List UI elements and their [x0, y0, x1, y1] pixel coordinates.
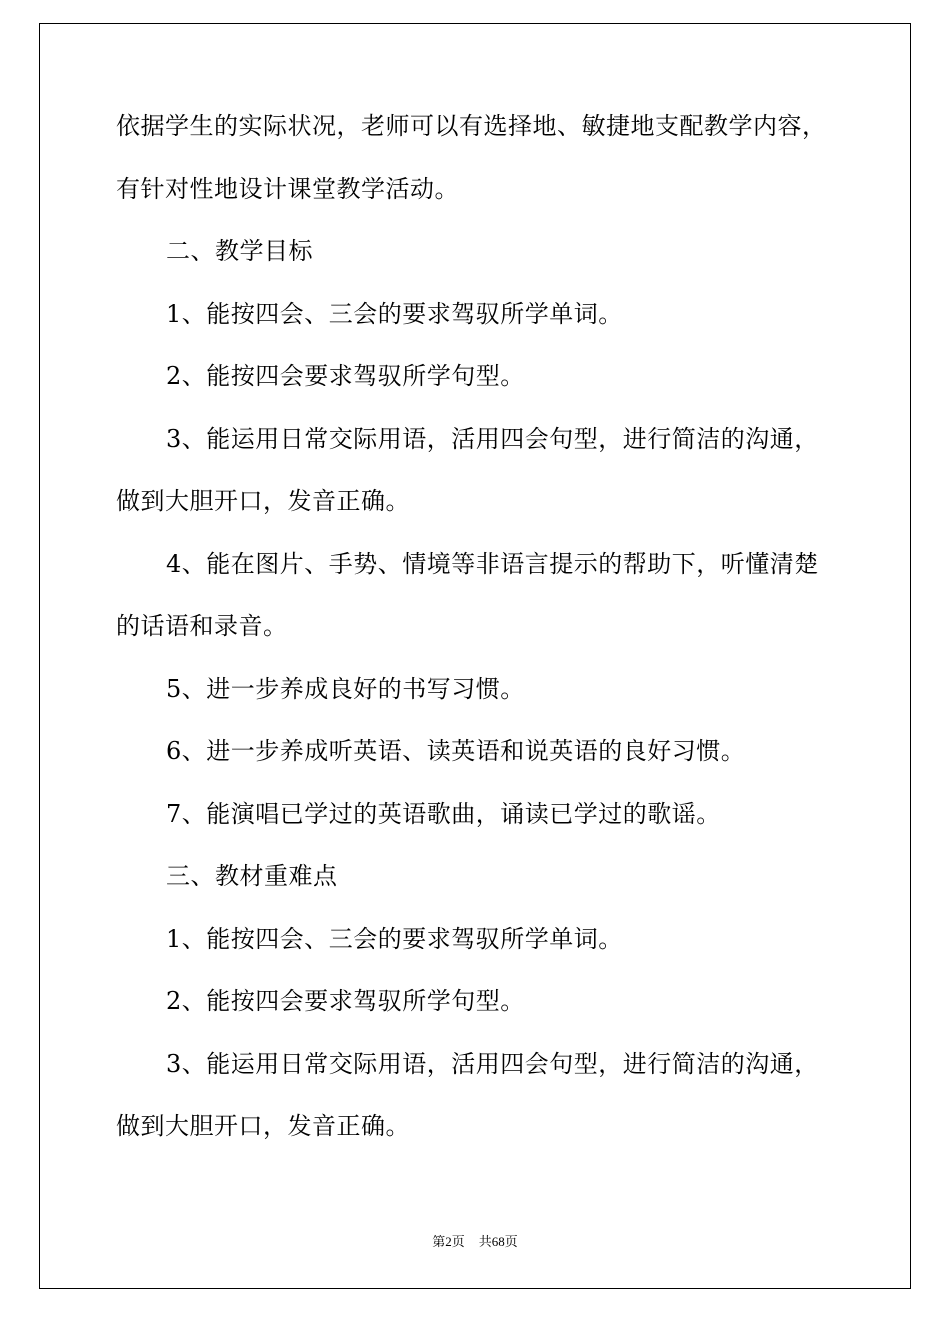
section-heading-objectives: 二、教学目标 [166, 237, 313, 265]
list-item: 5、进一步养成良好的书写习惯。 [166, 674, 525, 703]
section-heading-key-points: 三、教材重难点 [166, 862, 338, 890]
list-item: 2、能按四会要求驾驭所学句型。 [166, 362, 525, 390]
list-item: 1、能按四会、三会的要求驾驭所学单词。 [166, 299, 623, 328]
list-item: 1、能按四会、三会的要求驾驭所学单词。 [166, 924, 623, 953]
page-footer [0, 1231, 950, 1250]
page-number: 第2页 [432, 1234, 465, 1249]
page-total: 共68页 [478, 1234, 518, 1249]
text-line: 依据学生的实际状况，老师可以有选择地、敏捷地支配教学内容， [116, 112, 827, 140]
text-line: 做到大胆开口，发音正确。 [116, 487, 410, 515]
list-item: 3、能运用日常交际用语，活用四会句型，进行简洁的沟通， [166, 424, 819, 453]
list-item: 6、进一步养成听英语、读英语和说英语的良好习惯。 [166, 737, 746, 765]
text-line: 的话语和录音。 [116, 612, 288, 640]
text-line: 有针对性地设计课堂教学活动。 [116, 174, 459, 203]
text-line: 做到大胆开口，发音正确。 [116, 1112, 410, 1140]
document-body [116, 95, 846, 1158]
list-item: 2、能按四会要求驾驭所学句型。 [166, 987, 525, 1015]
list-item: 7、能演唱已学过的英语歌曲，诵读已学过的歌谣。 [166, 799, 721, 828]
list-item: 3、能运用日常交际用语，活用四会句型，进行简洁的沟通， [166, 1049, 819, 1078]
list-item: 4、能在图片、手势、情境等非语言提示的帮助下，听懂清楚 [166, 549, 819, 578]
